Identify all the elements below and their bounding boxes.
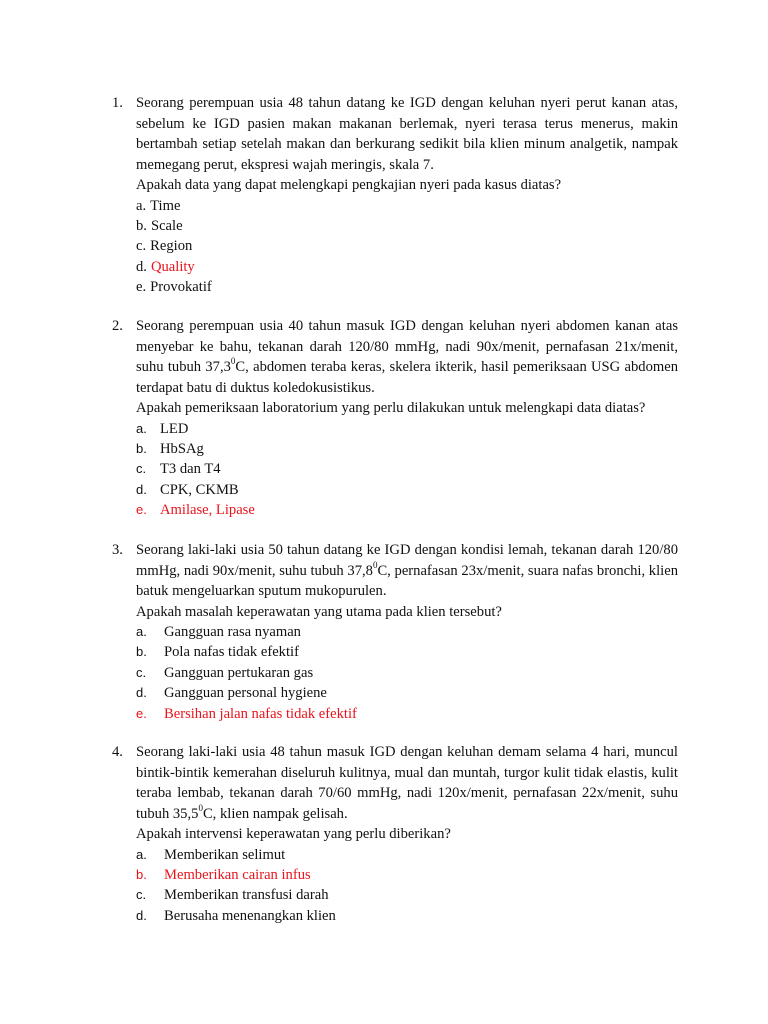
question-number: 1. [112, 95, 123, 111]
option-letter: e. [136, 279, 147, 296]
option-a [136, 196, 678, 216]
stem-text: Seorang laki-laki usia 48 tahun masuk IGD dengan keluhan demam selama 4 hari, muncul bintik-bintik kemerahan diseluruh kulitnya, mual dan muntah, turgor kulit tidak elastis, kulit teraba lembab, tekanan darah 70/60 mmHg, nadi 120x/menit, pernafasan 22x/menit, suhu tubuh 35,5 [136, 744, 678, 822]
option-letter: a. [136, 197, 147, 214]
option-text: Provokatif [150, 279, 212, 296]
option-text: Memberikan selimut [164, 846, 286, 863]
question-1 [112, 93, 678, 298]
stem-text: Seorang laki-laki usia 50 tahun datang ke IGD dengan kondisi lemah, tekanan darah 120/80 mmHg, nadi 90x/menit, suhu tubuh 37,8 [136, 542, 678, 579]
option-letter: c. [136, 461, 147, 477]
option-d-answer [136, 257, 678, 277]
option-b-answer [136, 865, 678, 885]
degree-superscript: 0 [372, 559, 378, 570]
option-text: LED [160, 420, 189, 437]
question-4 [112, 742, 678, 926]
degree-superscript: 0 [230, 356, 236, 367]
option-d [136, 683, 678, 703]
option-letter: b. [136, 644, 147, 660]
stem-text: C, abdomen teraba keras, skelera ikterik, hasil pemeriksaan USG abdomen terdapat batu di duktus koledokusistikus. [136, 359, 678, 396]
question-stem [136, 742, 678, 824]
option-letter: a. [136, 846, 147, 862]
degree-superscript: 0 [198, 802, 203, 813]
option-e-answer [136, 500, 678, 520]
question-number: 2. [112, 318, 123, 334]
option-list [136, 845, 678, 927]
option-text: Berusaha menenangkan klien [164, 907, 336, 924]
option-c [136, 885, 678, 905]
option-d [136, 480, 678, 500]
option-b [136, 216, 678, 236]
option-letter: c. [136, 664, 147, 680]
option-c [136, 236, 678, 256]
option-b [136, 642, 678, 662]
option-letter: a. [136, 624, 147, 639]
option-letter: b. [136, 440, 147, 456]
option-text-answer: Quality [150, 258, 195, 275]
question-2 [112, 316, 678, 521]
option-letter: e. [136, 705, 147, 721]
option-letter: d. [136, 685, 147, 701]
option-text-answer: Amilase, Lipase [160, 502, 255, 519]
option-text: T3 dan T4 [160, 461, 221, 478]
option-text-answer: Bersihan jalan nafas tidak efektif [164, 705, 357, 722]
question-prompt: Apakah intervensi keperawatan yang perlu diberikan? [136, 826, 451, 842]
option-letter: c. [136, 887, 147, 903]
option-letter: b. [136, 866, 147, 882]
option-c [136, 459, 678, 479]
option-a [136, 622, 678, 642]
question-body [136, 93, 678, 298]
question-prompt: Apakah pemeriksaan laboratorium yang perlu dilakukan untuk melengkapi data diatas? [136, 400, 646, 416]
option-text: Gangguan rasa nyaman [164, 624, 301, 640]
question-body [136, 540, 678, 724]
stem-text: C, klien nampak gelisah. [202, 805, 348, 822]
option-letter: d. [136, 481, 147, 497]
question-body [136, 316, 678, 521]
option-text: Gangguan personal hygiene [164, 685, 327, 702]
option-letter: e. [136, 502, 147, 518]
option-text: Memberikan transfusi darah [164, 887, 329, 904]
stem-text: C, pernafasan 23x/menit, suara nafas bronchi, klien batuk mengeluarkan sputum mukopurulen. [136, 562, 678, 599]
option-e [136, 277, 678, 297]
option-text: Time [150, 197, 181, 214]
question-prompt: Apakah masalah keperawatan yang utama pada klien tersebut? [136, 603, 502, 620]
option-text: HbSAg [160, 440, 204, 457]
option-letter: a. [136, 420, 147, 436]
option-c [136, 663, 678, 683]
question-stem [136, 316, 678, 398]
option-text: Pola nafas tidak efektif [164, 644, 299, 661]
option-text: Region [150, 238, 193, 255]
option-letter: d. [136, 258, 147, 275]
option-letter: b. [136, 217, 147, 234]
question-number: 3. [112, 542, 123, 558]
option-text-answer: Memberikan cairan infus [164, 866, 311, 883]
stem-text: Seorang perempuan usia 40 tahun masuk IGD dengan keluhan nyeri abdomen kanan atas menyebar ke bahu, tekanan darah 120/80 mmHg, nadi 90x/menit, pernafasan 21x/menit, suhu tubuh 37,3 [136, 318, 678, 375]
option-text: Gangguan pertukaran gas [164, 664, 314, 681]
option-e-answer [136, 704, 678, 724]
question-prompt: Apakah data yang dapat melengkapi pengkajian nyeri pada kasus diatas? [136, 177, 562, 193]
option-a [136, 845, 678, 865]
option-text: CPK, CKMB [160, 481, 239, 498]
option-letter: d. [136, 907, 147, 923]
option-a [136, 419, 678, 439]
option-b [136, 439, 678, 459]
option-letter: c. [136, 238, 147, 255]
option-d [136, 906, 678, 926]
question-stem: Seorang perempuan usia 48 tahun datang ke IGD dengan keluhan nyeri perut kanan atas, sebelum ke IGD pasien makan makanan berlemak, nyeri terasa terus menerus, makin bertambah setiap setelah makan dan berkurang sedikit bila klien minum analgetik, nampak memegang perut, ekspresi wajah meringis, skala 7. [136, 95, 678, 173]
question-3 [112, 540, 678, 724]
question-stem [136, 540, 678, 602]
question-number: 4. [112, 744, 123, 760]
option-list [136, 622, 678, 724]
question-body [136, 742, 678, 926]
option-text: Scale [150, 217, 183, 234]
option-list [136, 419, 678, 521]
option-list [136, 196, 678, 298]
